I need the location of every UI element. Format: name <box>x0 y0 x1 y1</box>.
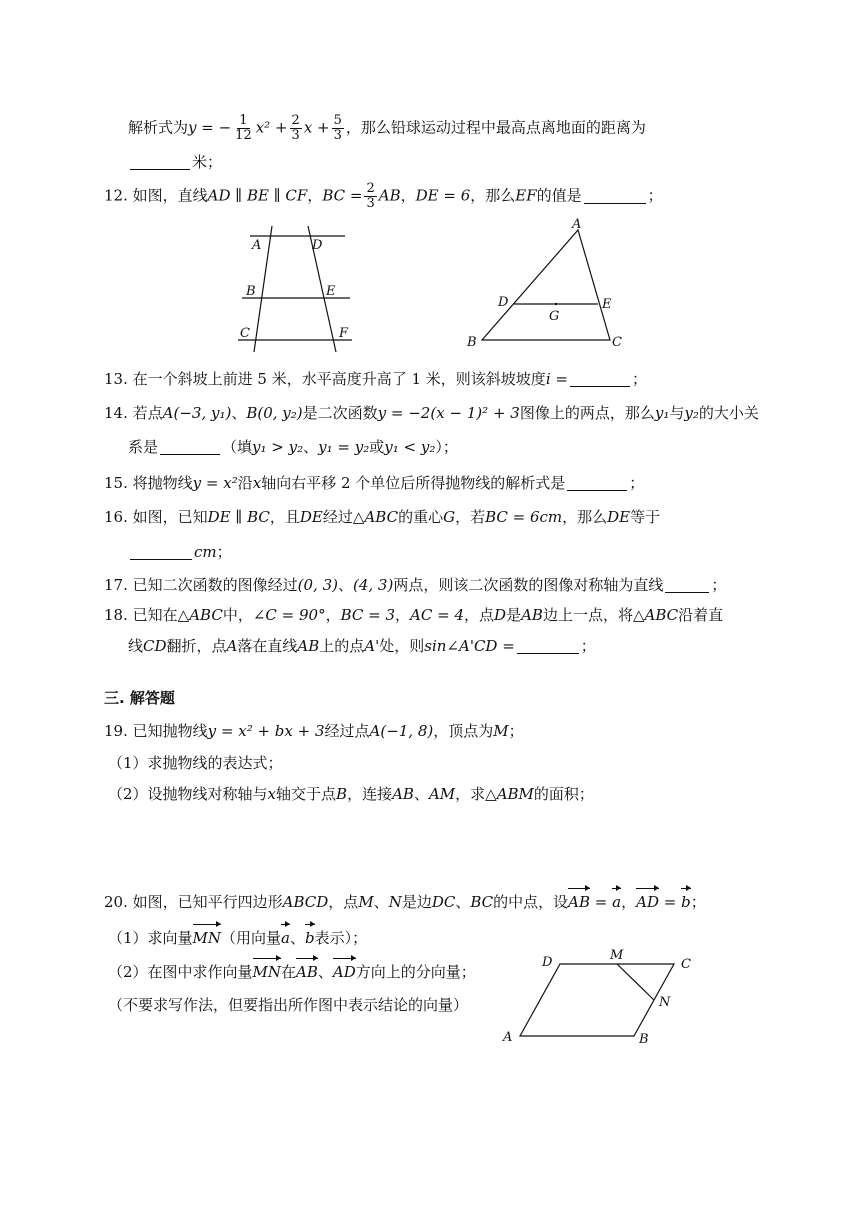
question-12: 12. 如图，直线AD ∥ BE ∥ CF，BC = $\frac{2}{3}$ AB，DE = 6，那么EF的值是 ； <box>104 181 663 211</box>
q11-fraction-2: $\frac{2}{3}$ <box>291 113 300 143</box>
label-E: E <box>602 297 612 312</box>
answer-blank-13[interactable] <box>570 370 630 387</box>
question-15: 15. 将抛物线y = x²沿x轴向右平移 2 个单位后所得抛物线的解析式是 ； <box>104 474 645 492</box>
vector-AD: AD <box>333 960 356 984</box>
answer-blank-15[interactable] <box>567 474 627 491</box>
question-16: 16. 如图，已知DE ∥ BC，且DE经过△ABC的重心G，若BC = 6cm，那么DE等于 <box>104 508 661 526</box>
label-B: B <box>467 335 477 350</box>
label-G: G <box>549 309 560 324</box>
vector-AB: AB <box>296 960 318 984</box>
q12-fraction: $\frac{2}{3}$ <box>366 181 375 211</box>
question-20-part1: （1）求向量MN（用向量a、b表示）； <box>108 926 367 950</box>
vector-MN: MN <box>193 926 221 950</box>
vector-a: a <box>612 890 621 914</box>
figure-triangle-centroid <box>464 216 632 350</box>
question-14-line2: 系是 （填y₁ > y₂、y₁ = y₂或y₁ < y₂）； <box>128 438 458 456</box>
answer-blank-18[interactable] <box>517 637 579 654</box>
vector-AB: AB <box>568 890 590 914</box>
label-E: E <box>326 284 336 299</box>
label-D: D <box>312 238 323 253</box>
answer-blank-17[interactable] <box>665 576 709 593</box>
question-20-part2: （2）在图中求作向量MN在AB、AD方向上的分向量； <box>108 960 476 984</box>
question-17: 17. 已知二次函数的图像经过(0, 3)、(4, 3)两点，则该二次函数的图像对称轴为直线 ； <box>104 576 727 594</box>
label-A: A <box>503 1030 513 1045</box>
label-F: F <box>339 326 349 341</box>
question-13: 13. 在一个斜坡上前进 5 米，水平高度升高了 1 米，则该斜坡坡度i = ； <box>104 370 647 388</box>
question-14: 14. 若点A(−3, y₁)、B(0, y₂)是二次函数y = −2(x − 1)² + 3图像上的两点，那么y₁与y₂的大小关 <box>104 404 759 422</box>
question-19-part2: （2）设抛物线对称轴与x轴交于点B，连接AB、AM，求△ABM的面积； <box>108 785 594 803</box>
vector-b: b <box>305 926 315 950</box>
vector-AD: AD <box>636 890 659 914</box>
vector-MN: MN <box>253 960 281 984</box>
question-20-note: （不要求写作法，但要指出所作图中表示结论的向量） <box>108 996 469 1014</box>
label-M: M <box>610 948 624 963</box>
vector-b: b <box>681 890 691 914</box>
question-20: 20. 如图，已知平行四边形ABCD，点M、N是边DC、BC的中点，设AB = a，AD = b； <box>104 890 706 914</box>
label-C: C <box>681 957 691 972</box>
answer-blank-11[interactable] <box>130 153 190 170</box>
label-A: A <box>572 217 582 232</box>
vector-a: a <box>281 926 290 950</box>
answer-blank-14[interactable] <box>160 438 220 455</box>
question-19-part1: （1）求抛物线的表达式； <box>108 754 283 772</box>
label-N: N <box>659 995 671 1010</box>
label-C: C <box>240 326 250 341</box>
figure-parallel-lines <box>232 222 362 354</box>
question-18: 18. 已知在△ABC中，∠C = 90°，BC = 3，AC = 4，点D是AB边上一点，将△ABC沿着直 <box>104 606 724 624</box>
question-18-line2: 线CD翻折，点A落在直线AB上的点A'处，则sin∠A'CD = ； <box>128 637 596 655</box>
label-A: A <box>252 238 262 253</box>
label-B: B <box>639 1032 649 1047</box>
q11-line2: 米； <box>128 150 222 174</box>
label-B: B <box>246 284 256 299</box>
question-19: 19. 已知抛物线y = x² + bx + 3经过点A(−1, 8)，顶点为M； <box>104 722 524 740</box>
label-D: D <box>498 295 509 310</box>
answer-blank-16[interactable] <box>130 543 192 560</box>
label-C: C <box>612 335 622 350</box>
q11-line1: 解析式为y = − $\frac{1}{12}$ x² + $\frac{2}{3}$ x + $\frac{5}{3}$ ，那么铅球运动过程中最高点离地面的距离为 <box>128 113 646 143</box>
section-heading-3: 三. 解答题 <box>104 689 175 707</box>
figure-parallelogram <box>496 944 706 1048</box>
answer-blank-12[interactable] <box>584 187 646 204</box>
label-D: D <box>542 955 553 970</box>
q11-fraction-3: $\frac{5}{3}$ <box>333 113 342 143</box>
question-16-line2: cm； <box>128 540 232 564</box>
q11-fraction-1: $\frac{1}{12}$ <box>235 113 252 143</box>
